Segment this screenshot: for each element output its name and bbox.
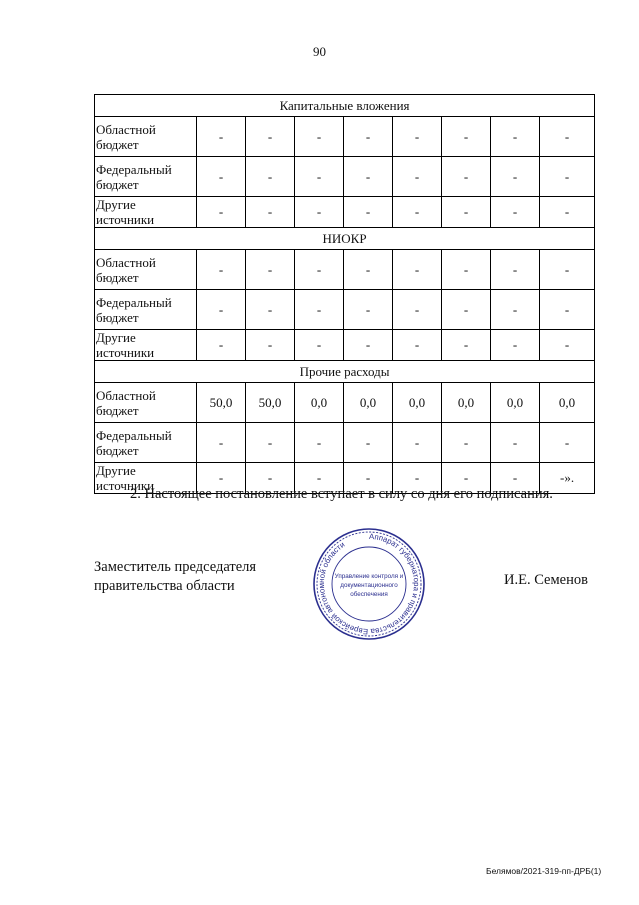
value-cell: - (491, 197, 540, 228)
value-cell: - (295, 330, 344, 361)
value-cell: 0,0 (393, 383, 442, 423)
value-cell: - (246, 423, 295, 463)
value-cell: - (442, 157, 491, 197)
value-cell: - (442, 423, 491, 463)
value-cell: - (246, 197, 295, 228)
value-cell: - (344, 250, 393, 290)
page-number: 90 (313, 44, 326, 59)
value-cell: - (491, 423, 540, 463)
value-cell: - (197, 250, 246, 290)
value-cell: - (344, 423, 393, 463)
table-row (95, 157, 595, 197)
value-cell: - (246, 157, 295, 197)
value-cell: - (295, 250, 344, 290)
value-cell: - (295, 423, 344, 463)
value-cell: - (344, 197, 393, 228)
table-row (95, 423, 595, 463)
value-cell: 50,0 (246, 383, 295, 423)
official-seal (304, 528, 434, 640)
position-line-1: Заместитель председателя (94, 559, 257, 575)
value-cell: - (344, 463, 393, 494)
value-cell: - (442, 463, 491, 494)
value-cell: - (540, 290, 595, 330)
seal-center-line-1: Управление контроля и (334, 573, 404, 580)
value-cell: - (246, 330, 295, 361)
table-row (95, 250, 595, 290)
value-cell: - (491, 157, 540, 197)
value-cell: - (197, 157, 246, 197)
value-cell: - (540, 197, 595, 228)
value-cell: 50,0 (197, 383, 246, 423)
value-cell: 0,0 (491, 383, 540, 423)
value-cell: - (393, 423, 442, 463)
value-cell: - (295, 290, 344, 330)
value-cell: - (491, 250, 540, 290)
value-cell: - (393, 290, 442, 330)
value-cell: - (491, 290, 540, 330)
value-cell: - (393, 250, 442, 290)
table-row (95, 330, 595, 361)
value-cell: - (246, 290, 295, 330)
value-cell: - (246, 250, 295, 290)
value-cell: - (295, 117, 344, 157)
seal-center-line-2: документационного (340, 582, 398, 589)
value-cell: - (246, 463, 295, 494)
value-cell: 0,0 (344, 383, 393, 423)
value-cell: - (344, 117, 393, 157)
value-cell: - (540, 330, 595, 361)
value-cell: - (197, 330, 246, 361)
section-title: Капитальные вложения (95, 95, 595, 117)
value-cell: - (540, 250, 595, 290)
value-cell: - (491, 117, 540, 157)
table-row (95, 197, 595, 228)
seal-center-line-3: обеспечения (350, 591, 388, 598)
table-row (95, 117, 595, 157)
funding-source-cell: Областной бюджет (95, 383, 197, 423)
table-row (95, 290, 595, 330)
value-cell: - (540, 157, 595, 197)
funding-source-cell: Областной бюджет (95, 117, 197, 157)
registration-number: Белямов/2021-319-пп-ДРБ(1) (486, 866, 602, 876)
signatory-position (94, 558, 256, 596)
value-cell: - (344, 330, 393, 361)
value-cell: - (442, 197, 491, 228)
value-cell: 0,0 (540, 383, 595, 423)
value-cell: - (197, 290, 246, 330)
funding-source-cell: Другие источники (95, 463, 197, 494)
value-cell: - (197, 423, 246, 463)
funding-source-cell: Другие источники (95, 330, 197, 361)
funding-source-cell: Другие источники (95, 197, 197, 228)
section-header-row (95, 228, 595, 250)
value-cell: - (197, 117, 246, 157)
value-cell: - (197, 463, 246, 494)
value-cell: - (246, 117, 295, 157)
value-cell: 0,0 (442, 383, 491, 423)
value-cell: - (344, 290, 393, 330)
value-cell: - (491, 463, 540, 494)
value-cell: - (540, 117, 595, 157)
section-title: НИОКР (95, 228, 595, 250)
value-cell: - (442, 250, 491, 290)
value-cell: - (197, 197, 246, 228)
position-line-2: правительства области (94, 578, 235, 594)
value-cell: - (295, 197, 344, 228)
value-cell: - (442, 330, 491, 361)
value-cell: - (295, 157, 344, 197)
section-header-row (95, 95, 595, 117)
value-cell: - (344, 157, 393, 197)
signatory-name: И.Е. Семенов (504, 572, 588, 588)
funding-source-cell: Федеральный бюджет (95, 423, 197, 463)
funding-source-cell: Областной бюджет (95, 250, 197, 290)
value-cell: - (393, 330, 442, 361)
value-cell: - (442, 290, 491, 330)
section-header-row (95, 361, 595, 383)
funding-source-cell: Федеральный бюджет (95, 290, 197, 330)
value-cell: - (491, 330, 540, 361)
value-cell: - (540, 423, 595, 463)
funding-table (94, 94, 595, 494)
funding-source-cell: Федеральный бюджет (95, 157, 197, 197)
value-cell: - (393, 463, 442, 494)
value-cell: 0,0 (295, 383, 344, 423)
table-row (95, 383, 595, 423)
value-cell: - (295, 463, 344, 494)
seal-ring-text: Аппарат губернатора и правительства Еврейской автономной области (316, 531, 421, 637)
value-cell: - (393, 117, 442, 157)
value-cell: - (442, 117, 491, 157)
value-cell: - (393, 157, 442, 197)
effective-date-clause: 2. Настоящее постановление вступает в силу со дня его подписания. (130, 486, 553, 502)
section-title: Прочие расходы (95, 361, 595, 383)
value-cell: -». (540, 463, 595, 494)
value-cell: - (393, 197, 442, 228)
